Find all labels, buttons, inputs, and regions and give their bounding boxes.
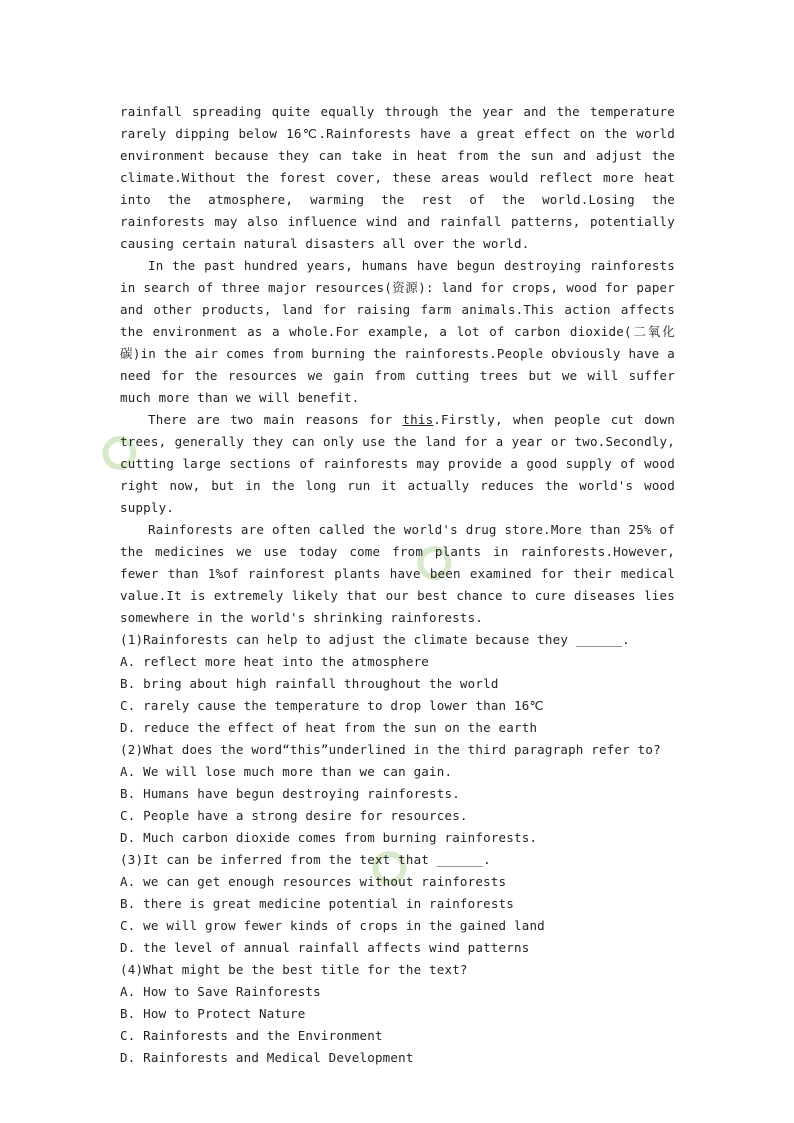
paragraph-2: In the past hundred years, humans have begun destroying rainforests in search of three major resources(资源): land for crops, wood for paper and other products, land for raising farm animals.This action affects the environment as a whole.For example, a lot of carbon dioxide(二氧化碳)in the air comes from burning the rainforests.People obviously have a need for the resources we gain from cutting trees but we will suffer much more than we will benefit.: [120, 258, 675, 405]
question-3: [120, 849, 675, 959]
document-body: [120, 101, 675, 1069]
option-a: A. How to Save Rainforests: [120, 984, 321, 999]
option-d: D. Much carbon dioxide comes from burning rainforests.: [120, 830, 538, 845]
option-a: A. We will lose much more than we can gain.: [120, 764, 453, 779]
option-c: C. Rainforests and the Environment: [120, 1028, 383, 1043]
option-c: C. People have a strong desire for resources.: [120, 808, 468, 823]
option-a: A. we can get enough resources without rainforests: [120, 874, 507, 889]
paragraph-3: [120, 409, 675, 519]
paragraph-1: rainfall spreading quite equally through the year and the temperature rarely dipping below 16℃.Rainforests have a great effect on the world environment because they can take in heat from the sun and adjust the climate.Without the forest cover, these areas would reflect more heat into the atmosphere, warming the rest of the world.Losing the rainforests may also influence wind and rainfall patterns, potentially causing certain natural disasters all over the world.: [120, 104, 675, 251]
option-b: B. there is great medicine potential in rainforests: [120, 896, 515, 911]
option-a: A. reflect more heat into the atmosphere: [120, 654, 430, 669]
option-d: D. the level of annual rainfall affects wind patterns: [120, 940, 530, 955]
question-4: [120, 959, 675, 1069]
paragraph-4: Rainforests are often called the world's drug store.More than 25% of the medicines we use today come from plants in rainforests.However, fewer than 1%of rainforest plants have been examined for their medical value.It is extremely likely that our best chance to cure diseases lies somewhere in the world's shrinking rainforests.: [120, 522, 675, 625]
question-stem: (1)Rainforests can help to adjust the climate because they ______.: [120, 632, 630, 647]
question-2: [120, 739, 675, 849]
question-stem: (3)It can be inferred from the text that ______.: [120, 852, 491, 867]
option-d: D. Rainforests and Medical Development: [120, 1050, 414, 1065]
question-stem: (2)What does the word“this”underlined in the third paragraph refer to?: [120, 742, 661, 757]
option-c: C. we will grow fewer kinds of crops in the gained land: [120, 918, 545, 933]
question-stem: (4)What might be the best title for the text?: [120, 962, 468, 977]
option-b: B. bring about high rainfall throughout the world: [120, 676, 499, 691]
option-d: D. reduce the effect of heat from the sun on the earth: [120, 720, 538, 735]
question-1: [120, 629, 675, 739]
paragraph-3-before: There are two main reasons for: [148, 412, 403, 427]
option-c: C. rarely cause the temperature to drop lower than 16℃: [120, 698, 544, 713]
option-b: B. Humans have begun destroying rainforests.: [120, 786, 460, 801]
option-b: B. How to Protect Nature: [120, 1006, 306, 1021]
paragraph-3-after: .Firstly, when people cut down trees, generally they can only use the land for a year or two.Secondly, cutting large sections of rainforests may provide a good supply of wood right now, but in the long run it actually reduces the world's wood supply.: [120, 412, 675, 515]
underlined-word-this: this: [402, 412, 434, 427]
